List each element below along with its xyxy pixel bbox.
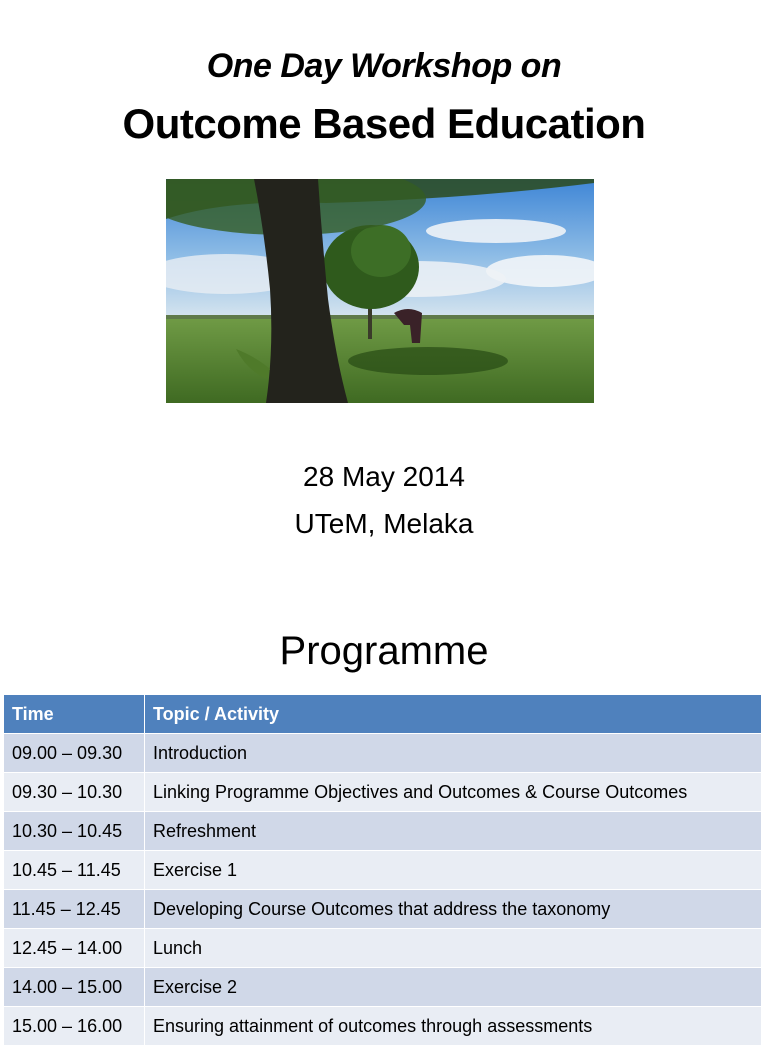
column-header-topic: Topic / Activity <box>145 695 762 734</box>
row-time: 09.00 – 09.30 <box>4 734 145 773</box>
table-row <box>4 968 762 1007</box>
programme-heading: Programme <box>279 629 489 673</box>
table-row <box>4 773 762 812</box>
programme-table <box>3 694 762 1046</box>
row-time: 12.45 – 14.00 <box>4 929 145 968</box>
table-row <box>4 890 762 929</box>
table-header-row <box>4 695 762 734</box>
row-topic: Introduction <box>145 734 762 773</box>
row-topic: Refreshment <box>145 812 762 851</box>
row-topic: Lunch <box>145 929 762 968</box>
row-topic: Exercise 2 <box>145 968 762 1007</box>
table-row <box>4 812 762 851</box>
workshop-photo <box>166 179 594 403</box>
table-row <box>4 851 762 890</box>
table-row <box>4 734 762 773</box>
row-time: 14.00 – 15.00 <box>4 968 145 1007</box>
row-time: 11.45 – 12.45 <box>4 890 145 929</box>
row-time: 10.45 – 11.45 <box>4 851 145 890</box>
column-header-time: Time <box>4 695 145 734</box>
table-row <box>4 1007 762 1046</box>
row-topic: Ensuring attainment of outcomes through assessments <box>145 1007 762 1046</box>
event-venue: UTeM, Melaka <box>294 508 474 539</box>
row-topic: Developing Course Outcomes that address the taxonomy <box>145 890 762 929</box>
title-line-1: One Day Workshop on <box>206 47 562 85</box>
page-title: Outcome Based Education <box>122 100 646 147</box>
row-topic: Exercise 1 <box>145 851 762 890</box>
table-row <box>4 929 762 968</box>
row-time: 15.00 – 16.00 <box>4 1007 145 1046</box>
event-date: 28 May 2014 <box>303 461 465 492</box>
row-time: 10.30 – 10.45 <box>4 812 145 851</box>
row-time: 09.30 – 10.30 <box>4 773 145 812</box>
row-topic: Linking Programme Objectives and Outcomes & Course Outcomes <box>145 773 762 812</box>
